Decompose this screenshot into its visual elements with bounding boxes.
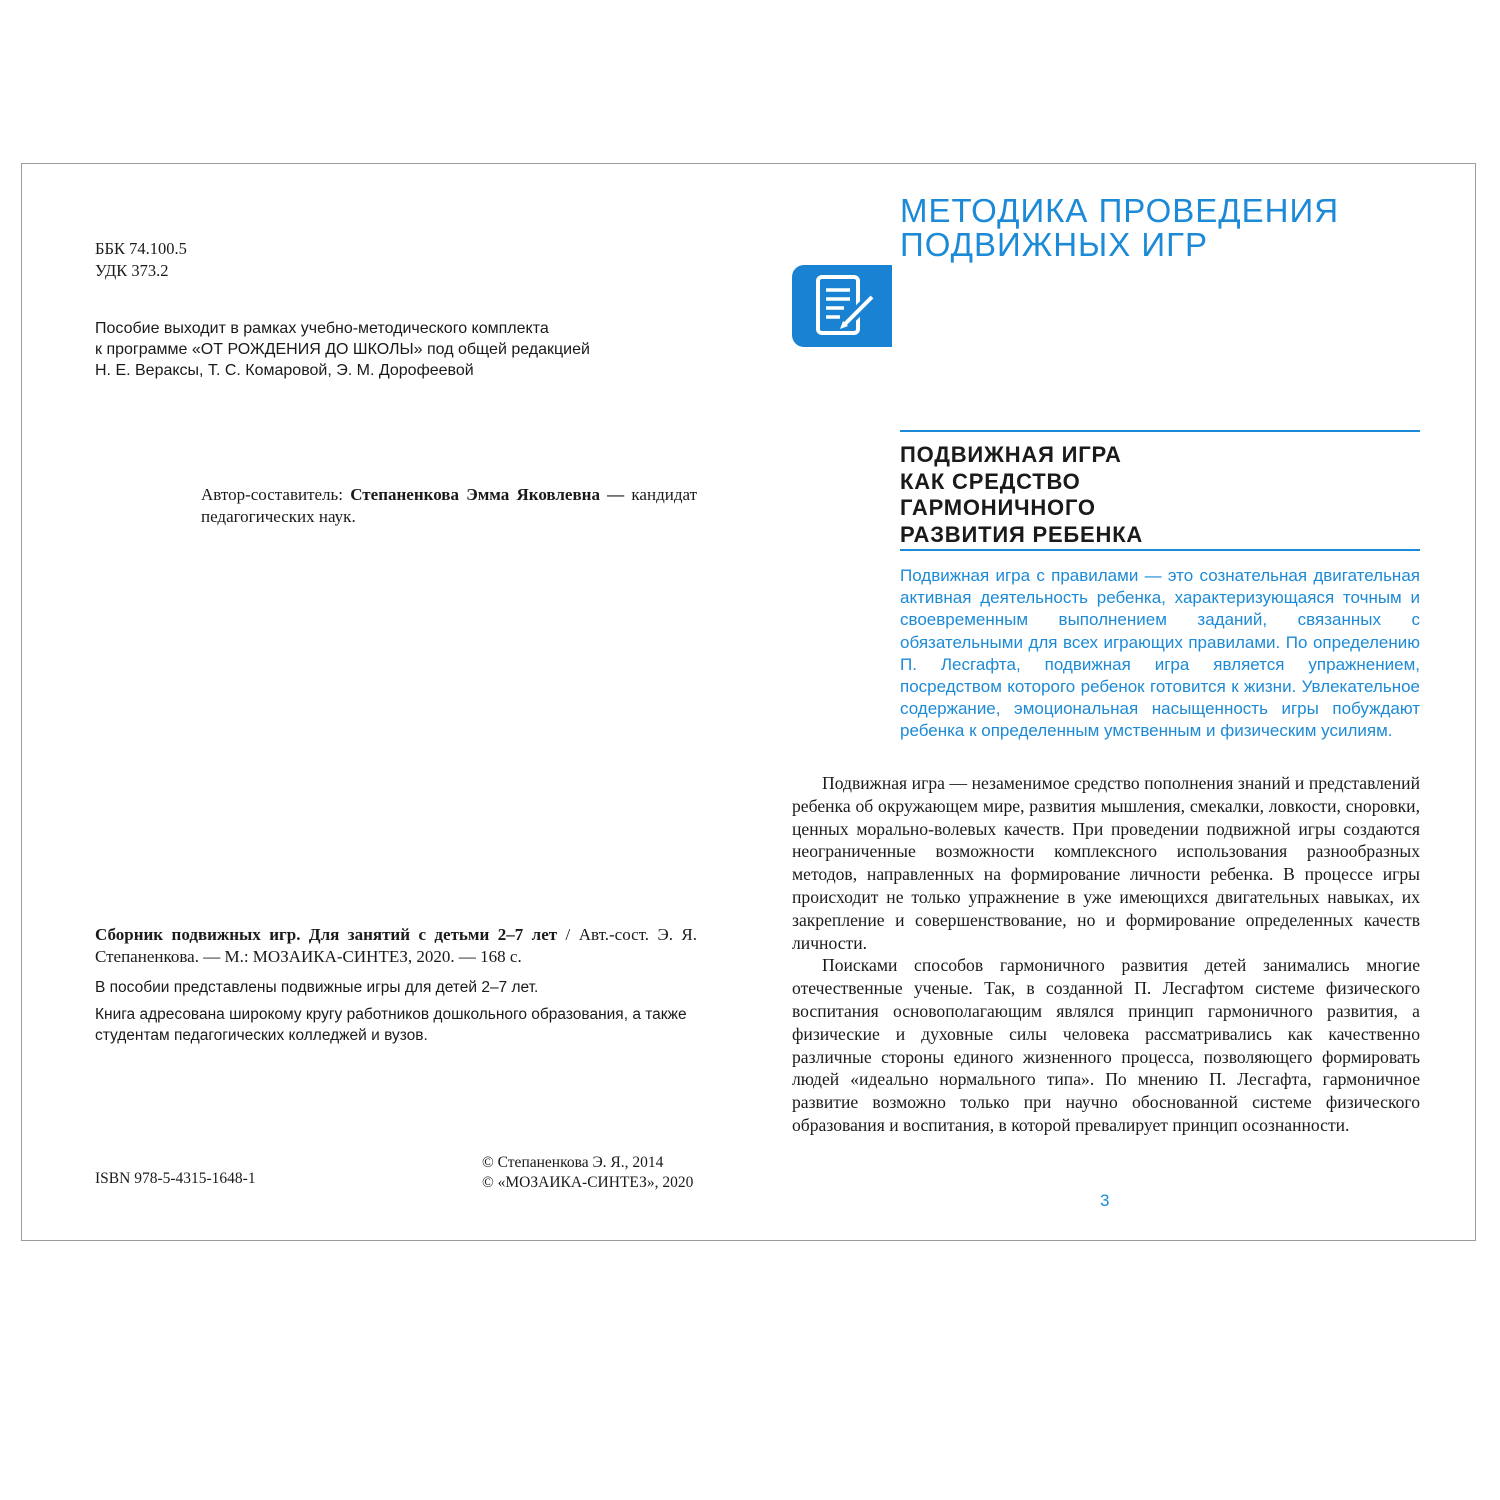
classification-codes — [95, 238, 187, 282]
chapter-title-line: МЕТОДИКА ПРОВЕДЕНИЯ — [900, 192, 1340, 229]
biblio-details: / Авт.-сост. Э. Я. Степаненкова. — М.: МОЗАИКА-СИНТЕЗ, 2020. — 168 с. — [95, 925, 697, 966]
udk-code: УДК 373.2 — [95, 261, 169, 280]
annotation-line: В пособии представлены подвижные игры для детей 2–7 лет. — [95, 979, 539, 996]
series-note-line: Пособие выходит в рамках учебно-методического комплекта — [95, 320, 549, 337]
series-note-line: к программе «ОТ РОЖДЕНИЯ ДО ШКОЛЫ» под общей редакцией — [95, 341, 590, 358]
copyright-line: © Степаненкова Э. Я., 2014 — [482, 1154, 664, 1171]
annotation-line: Книга адресована широкому кругу работников дошкольного образования, а также студентам педагогических колледжей и вузов. — [95, 1006, 687, 1044]
author-statement — [201, 484, 697, 528]
book-title: Сборник подвижных игр. Для занятий с детьми 2–7 лет — [95, 925, 558, 944]
bbk-code: ББК 74.100.5 — [95, 239, 187, 258]
section-rule-top — [900, 430, 1420, 432]
page-number: 3 — [1100, 1191, 1110, 1210]
section-title — [900, 442, 1143, 548]
chapter-title-line: ПОДВИЖНЫХ ИГР — [900, 226, 1209, 263]
section-rule-bottom — [900, 549, 1420, 551]
body-text — [792, 772, 1420, 1137]
author-name: Степаненкова Эмма Яковлевна — — [350, 485, 625, 504]
copyright-line: © «МОЗАИКА-СИНТЕЗ», 2020 — [482, 1174, 694, 1191]
section-title-line: КАК СРЕДСТВО — [900, 468, 1081, 494]
section-title-line: РАЗВИТИЯ РЕБЕНКА — [900, 521, 1144, 547]
document-pen-icon-svg — [792, 265, 892, 347]
document-pen-icon — [792, 265, 892, 347]
series-note-line: Н. Е. Вераксы, Т. С. Комаровой, Э. М. Дорофеевой — [95, 362, 474, 379]
isbn: ISBN 978-5-4315-1648-1 — [95, 1170, 256, 1187]
chapter-title — [900, 194, 1400, 262]
author-prefix: Автор-составитель: — [201, 485, 351, 504]
section-title-line: ПОДВИЖНАЯ ИГРА — [900, 442, 1122, 467]
lead-paragraph: Подвижная игра с правилами — это сознательная двигательная активная деятельность ребенка, характеризующаяся точным и своевременным выполнением заданий, связанных с обязательными для всех играющих правилами. По определению П. Лесгафта, подвижная игра является упражнением, посредством которого ребенок готовится к жизни. Увлекательное содержание, эмоциональная насыщенность игры побуждают ребенка к определенным умственным и физическим усилиям. — [900, 566, 1420, 741]
author-suffix: кандидат педагогических наук. — [201, 485, 697, 526]
body-paragraph: Подвижная игра — незаменимое средство пополнения знаний и представлений ребенка об окружающем мире, развития мышления, смекалки, ловкости, сноровки, ценных морально-волевых качеств. При проведении подвижной игры создаются неограниченные возможности комплексного использования разнообразных методов, направленных на формирование личности ребенка. В процессе игры происходит не только упражнение в уже имеющихся двигательных навыках, их закрепление и совершенствование, но и формирование определенных качеств личности. — [792, 773, 1420, 953]
annotation — [95, 977, 697, 1052]
section-title-line: ГАРМОНИЧНОГО — [900, 495, 1096, 520]
body-paragraph: Поисками способов гармоничного развития детей занимались многие отечественные ученые. Так, в созданной П. Лесгафтом системе физического воспитания основополагающим являлся принцип гармоничного развития, а физические и духовные силы человека рассматривались как качественно различные стороны единого жизненного процесса, позволяющего формировать людей «идеально нормального типа». По мнению П. Лесгафта, гармоничное развитие возможно только при научно обоснованной системе физического образования и воспитания, в которой превалирует принцип осознанности. — [792, 955, 1420, 1135]
series-note — [95, 318, 655, 381]
book-spread — [21, 163, 1476, 1241]
bibliographic-record — [95, 924, 697, 968]
copyright-block — [482, 1153, 693, 1193]
